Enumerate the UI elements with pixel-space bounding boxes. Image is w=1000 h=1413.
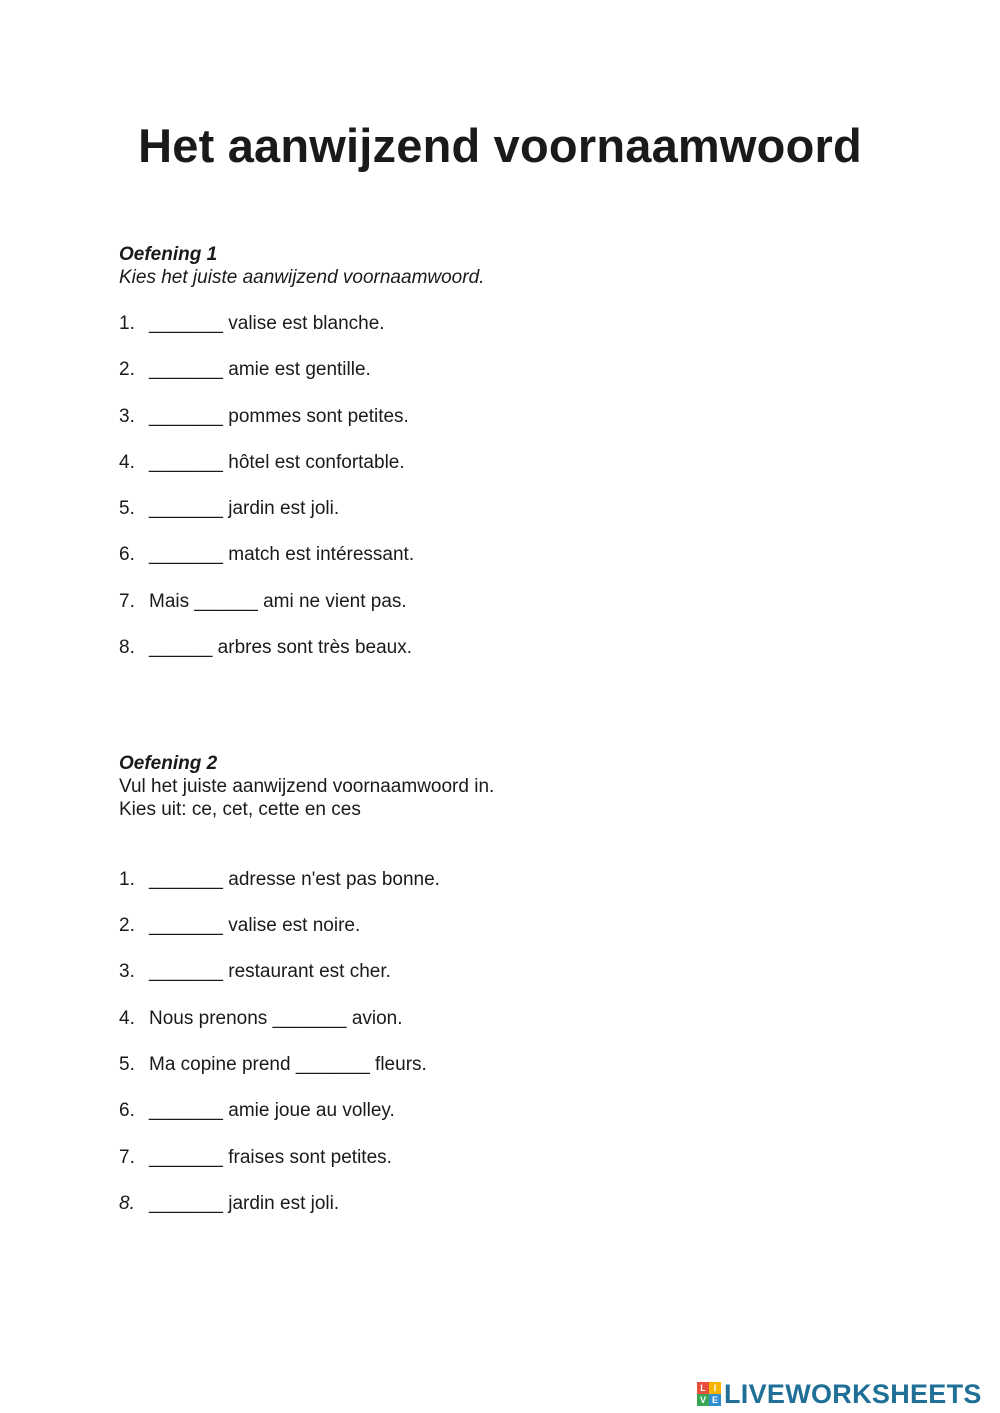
logo-letter: L: [697, 1382, 709, 1394]
item-number: 8.: [119, 1193, 135, 1214]
liveworksheets-logo-icon: [697, 1382, 721, 1406]
exercise-2-instruction-line-2: Kies uit: ce, cet, cette en ces: [119, 799, 361, 820]
item-text: Ma copine prend _______ fleurs.: [149, 1054, 427, 1075]
exercise-2-item: [119, 1099, 395, 1122]
item-text: _______ adresse n'est pas bonne.: [149, 869, 440, 890]
item-text: _______ pommes sont petites.: [149, 406, 409, 427]
item-text: _______ hôtel est confortable.: [149, 452, 405, 473]
exercise-1-item: [119, 543, 414, 566]
item-text: _______ jardin est joli.: [149, 498, 340, 519]
exercise-1-item: [119, 312, 385, 335]
item-text: _______ valise est blanche.: [149, 313, 385, 334]
exercise-1-item: [119, 451, 405, 474]
brand-text: LIVEWORKSHEETS: [724, 1378, 982, 1409]
exercise-1-instruction: Kies het juiste aanwijzend voornaamwoord.: [119, 267, 485, 288]
item-number: 5.: [119, 498, 135, 519]
item-text: _______ fraises sont petites.: [149, 1147, 392, 1168]
exercise-1-item: [119, 358, 371, 381]
exercise-2-item: [119, 960, 391, 983]
liveworksheets-brand: [697, 1379, 982, 1409]
item-number: 6.: [119, 1100, 135, 1121]
logo-letter: I: [709, 1382, 721, 1394]
item-text: _______ match est intéressant.: [149, 544, 415, 565]
exercise-1-header: [119, 243, 879, 289]
logo-letter: V: [697, 1394, 709, 1406]
exercise-1-item: [119, 497, 339, 520]
exercise-2-item: [119, 914, 360, 937]
exercise-1-item: [119, 636, 412, 659]
exercise-2-header: [119, 752, 879, 821]
item-number: 3.: [119, 406, 135, 427]
item-number: 1.: [119, 869, 135, 890]
item-text: _______ jardin est joli.: [149, 1193, 340, 1214]
exercise-1-item: [119, 405, 409, 428]
item-number: 8.: [119, 637, 135, 658]
item-text: _______ amie est gentille.: [149, 359, 371, 380]
exercise-2-heading: Oefening 2: [119, 753, 218, 774]
exercise-1-heading: Oefening 1: [119, 244, 218, 265]
item-number: 2.: [119, 915, 135, 936]
logo-letter: E: [709, 1394, 721, 1406]
exercise-1-item: [119, 590, 407, 613]
item-number: 5.: [119, 1054, 135, 1075]
exercise-2-item: [119, 1146, 392, 1169]
item-number: 7.: [119, 1147, 135, 1168]
item-text: _______ valise est noire.: [149, 915, 361, 936]
item-number: 4.: [119, 1008, 135, 1029]
item-number: 3.: [119, 961, 135, 982]
exercise-2-item: [119, 1007, 403, 1030]
item-text: _______ restaurant est cher.: [149, 961, 391, 982]
exercise-2-item: [119, 868, 440, 891]
item-number: 2.: [119, 359, 135, 380]
page-title: Het aanwijzend voornaamwoord: [138, 119, 862, 172]
item-text: ______ arbres sont très beaux.: [149, 637, 413, 658]
exercise-2-item: [119, 1192, 339, 1215]
item-number: 6.: [119, 544, 135, 565]
item-text: Nous prenons _______ avion.: [149, 1008, 403, 1029]
item-number: 1.: [119, 313, 135, 334]
item-text: _______ amie joue au volley.: [149, 1100, 395, 1121]
exercise-2-item: [119, 1053, 427, 1076]
item-text: Mais ______ ami ne vient pas.: [149, 591, 407, 612]
item-number: 7.: [119, 591, 135, 612]
item-number: 4.: [119, 452, 135, 473]
exercise-2-instruction-line-1: Vul het juiste aanwijzend voornaamwoord in.: [119, 776, 495, 797]
